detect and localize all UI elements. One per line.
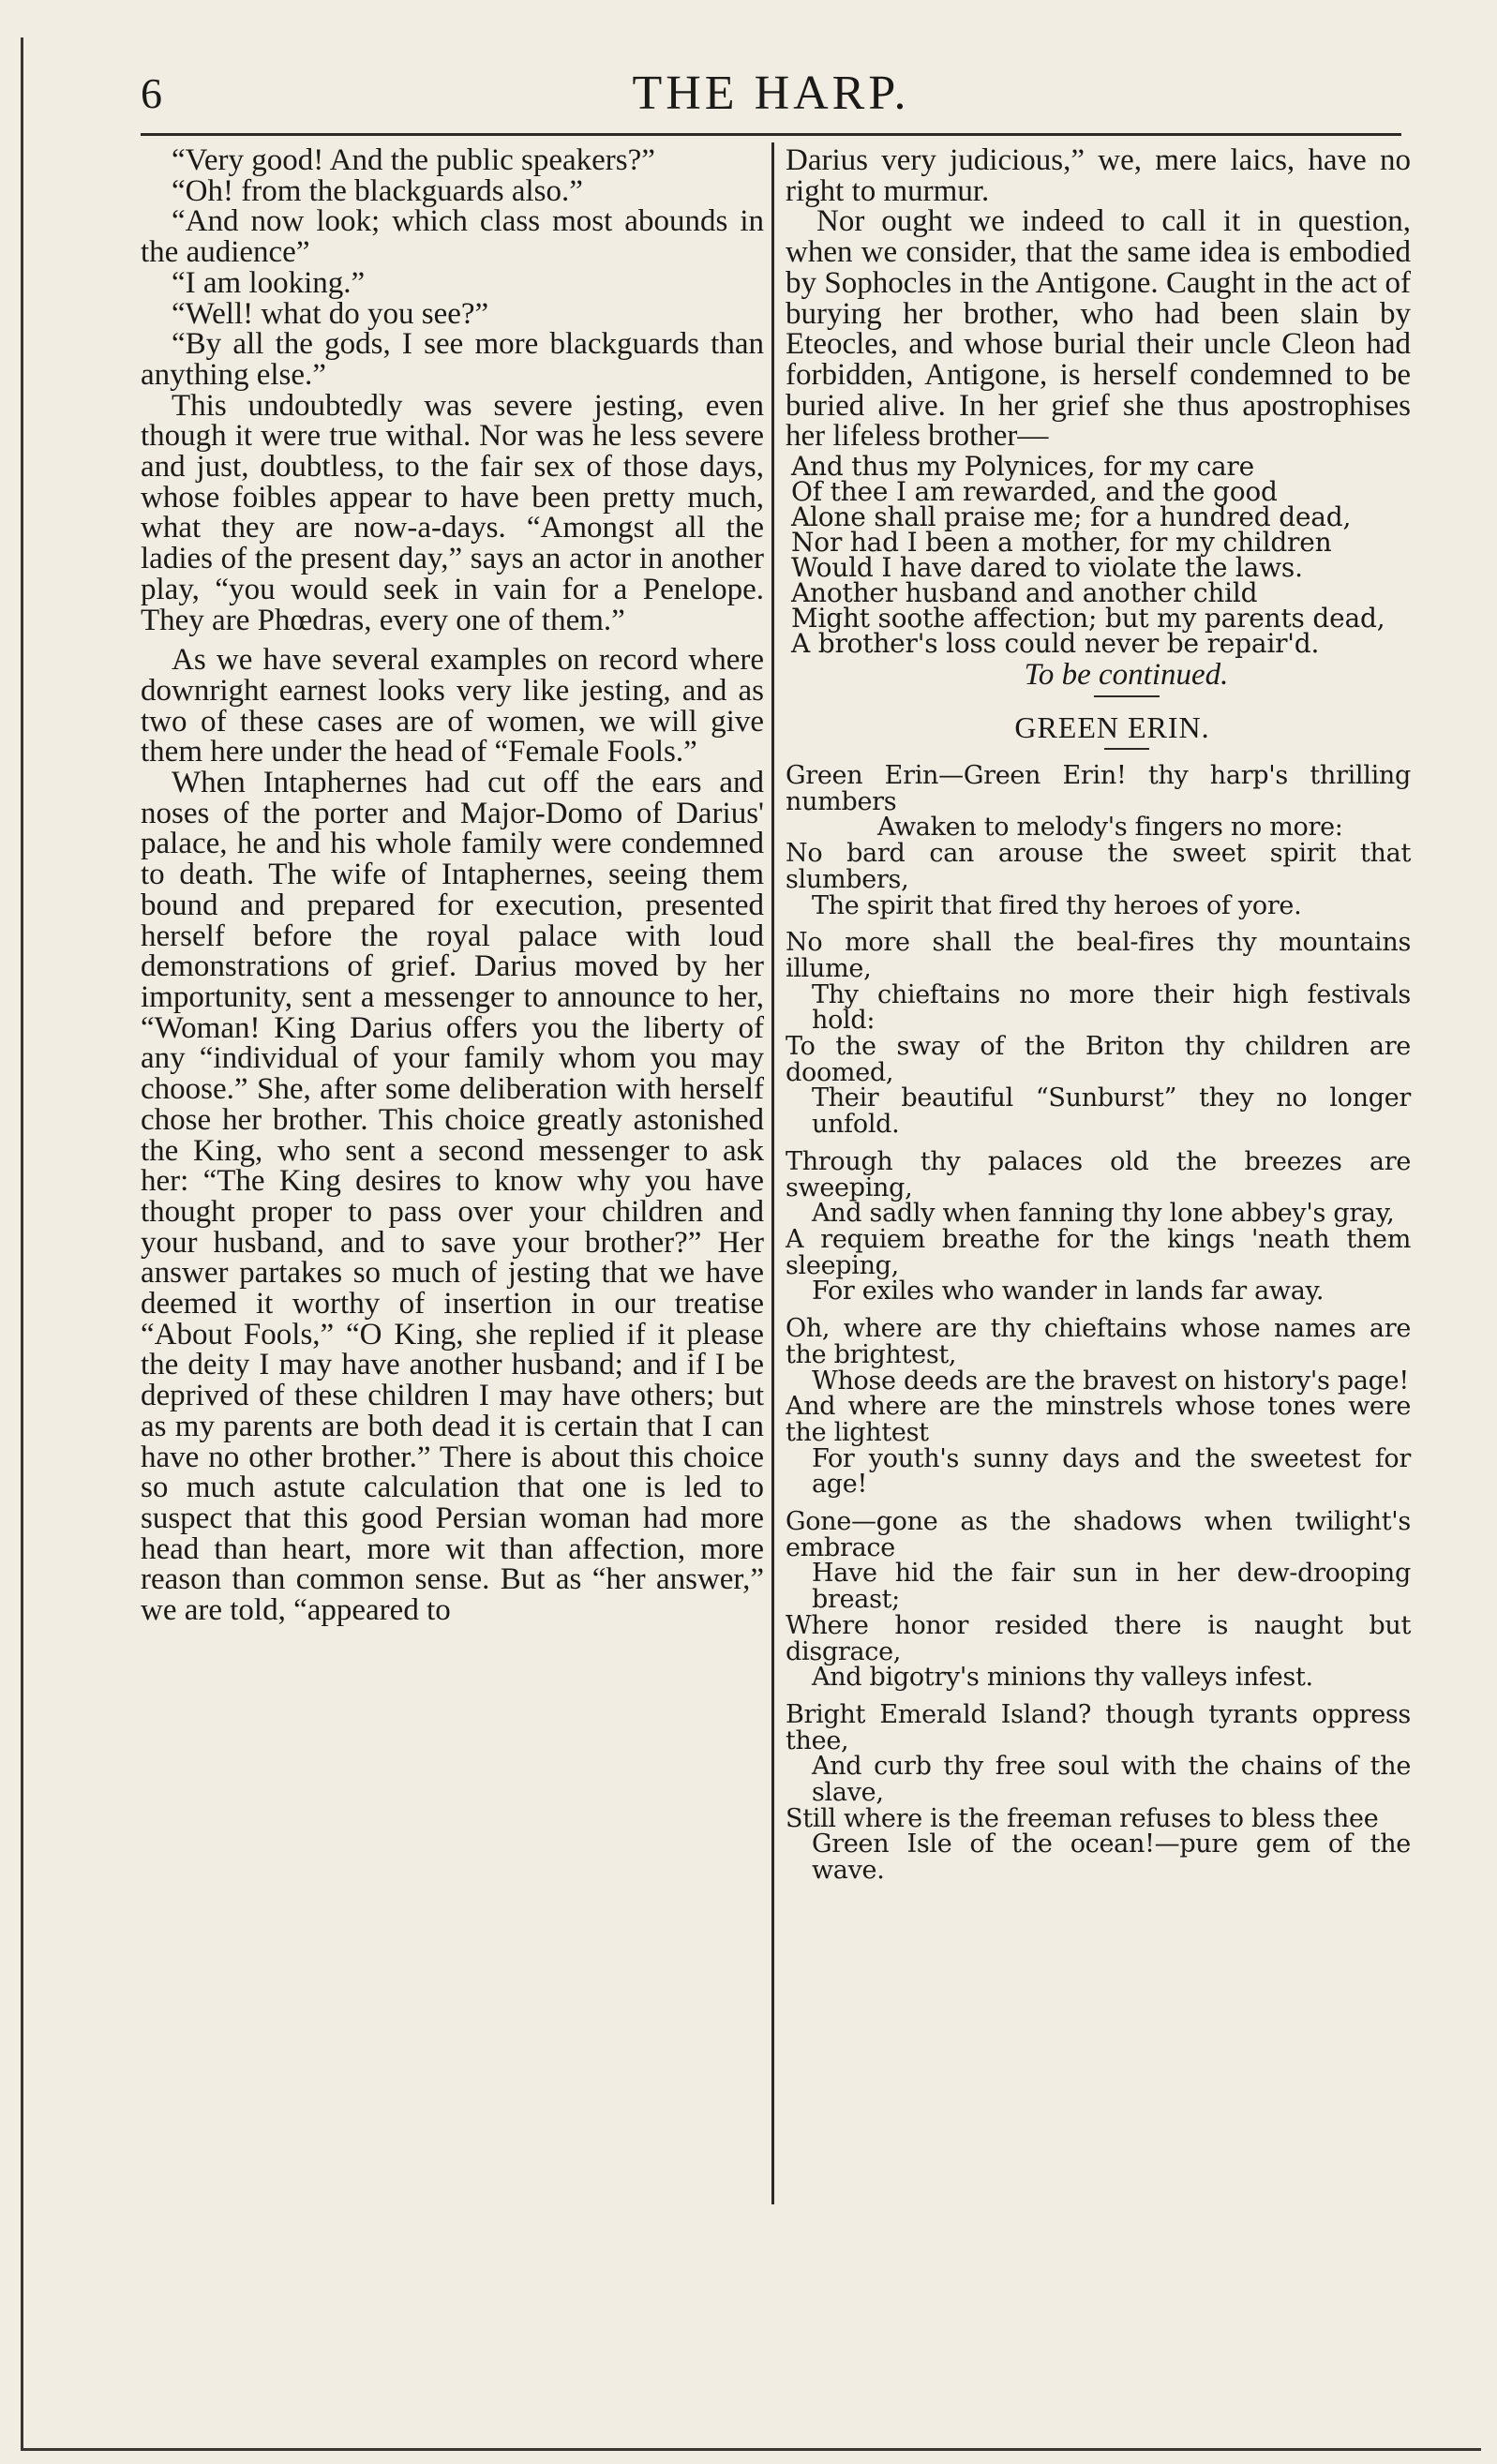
antigone-quotation — [791, 451, 1411, 660]
column-divider — [771, 142, 774, 2204]
quote-line: Alone shall praise me; for a hundred dead, — [791, 501, 1352, 533]
dialogue-line: “I am looking.” — [172, 265, 366, 300]
dialogue-line: “Very good! And the public speakers?” — [172, 143, 655, 177]
masthead-title: THE HARP. — [632, 67, 910, 120]
dialogue-line: “And now look; which class most abounds in the audience” — [141, 204, 764, 270]
section-rule — [1094, 695, 1160, 697]
poem-line: Green Erin—Green Erin! thy harp's thrilling numbers — [786, 761, 1411, 816]
poem-line: For exiles who wander in lands far away. — [812, 1277, 1325, 1307]
body-paragraph: Darius very judicious,” we, mere laics, have no right to murmur. — [786, 143, 1411, 208]
poem-line: Oh, where are thy chieftains whose names are the brightest, — [786, 1314, 1411, 1369]
poem-line: Green Isle of the ocean!—pure gem of the wave. — [812, 1829, 1411, 1886]
quote-line: A brother's loss could never be repair'd. — [791, 628, 1320, 660]
dialogue-line: “Oh! from the blackguards also.” — [172, 173, 583, 208]
poem-line: Still where is the freeman refuses to bless thee — [786, 1803, 1379, 1833]
poem-stanza — [786, 1146, 1411, 1307]
header-rule — [141, 133, 1401, 136]
dialogue-line: “Well! what do you see?” — [172, 296, 489, 331]
to-be-continued: To be continued. — [1024, 658, 1229, 693]
poem-line: Have hid the fair sun in her dew-drooping breast; — [812, 1559, 1411, 1615]
quote-line: Nor had I been a mother, for my children — [791, 527, 1332, 559]
right-column — [786, 145, 1411, 1895]
poem-title: GREEN ERIN. — [1014, 710, 1210, 745]
poem-line: Gone—gone as the shadows when twilight's embrace — [786, 1507, 1411, 1562]
quote-line: Another husband and another child — [791, 577, 1258, 609]
poem-line: No bard can arouse the sweet spirit that slumbers, — [786, 839, 1411, 894]
poem-line: A requiem breathe for the kings 'neath them sleeping, — [786, 1224, 1411, 1280]
poem-line: And curb thy free soul with the chains of the slave, — [812, 1752, 1411, 1808]
body-paragraph: This undoubtedly was severe jesting, even though it were true withal. Nor was he less severe and just, doubtless, to the fair sex of those days, whose foibles appear to have been pretty much, what they are now-a-days. “Amongst all the ladies of the present day,” says an actor in another play, “you would seek in vain for a Penelope. They are Phœdras, every one of them.” — [141, 388, 764, 637]
poem-line: Thy chieftains no more their high festivals hold: — [812, 979, 1411, 1036]
poem-line: Whose deeds are the bravest on history's page! — [812, 1366, 1409, 1396]
poem-line: Bright Emerald Island? though tyrants oppress thee, — [786, 1699, 1411, 1755]
poem-line: The spirit that fired thy heroes of yore. — [812, 890, 1302, 920]
left-column — [141, 145, 764, 1626]
poem-line: To the sway of the Briton thy children are doomed, — [786, 1032, 1411, 1087]
poem-stanza — [786, 1699, 1411, 1886]
dialogue-line: “By all the gods, I see more blackguards than anything else.” — [141, 327, 764, 392]
poem-line: And sadly when fanning thy lone abbey's gray, — [812, 1199, 1395, 1229]
poem-line: Their beautiful “Sunburst” they no longer unfold. — [812, 1083, 1411, 1140]
body-paragraph: When Intaphernes had cut off the ears and noses of the porter and Major-Domo of Darius' palace, he and his whole family were condemned to death. The wife of Intaphernes, seeing them bound and prepared for execution, presented herself before the royal palace with loud demonstrations of grief. Darius moved by her importunity, sent a messenger to announce to her, “Woman! King Darius offers you the liberty of any “individual of your family whom you may choose.” She, after some deliberation with herself chose her brother. This choice greatly astonished the King, who sent a second messenger to ask her: “The King desires to know why you have thought proper to pass over your children and your husband, and to save your brother?” Her answer partakes so much of jesting that we have deemed it worthy of insertion in our treatise “About Fools,” “O King, she replied if it please the deity I may have another husband; and if I be deprived of these children I may have others; but as my parents are both dead it is certain that I can have no other brother.” There is about this choice so much astute calculation that one is led to suspect that this good Persian woman had more head than heart, more wit than affection, more reason than common sense. But as “her answer,” we are told, “appeared to — [141, 766, 764, 1628]
poem-stanza — [786, 763, 1411, 918]
title-rule — [1104, 748, 1149, 750]
poem-line: Where honor resided there is naught but disgrace, — [786, 1610, 1411, 1666]
quote-line: And thus my Polynices, for my care — [791, 451, 1254, 483]
page-header — [141, 66, 1401, 131]
body-paragraph: Nor ought we indeed to call it in question, when we consider, that the same idea is embodied by Sophocles in the Antigone. Caught in the act of burying her brother, who had been slain by Eteocles, and whose burial their uncle Cleon had forbidden, Antigone, is herself condemned to be buried alive. In her grief she thus apostrophises her lifeless brother— — [786, 204, 1411, 454]
quote-line: Of thee I am rewarded, and the good — [791, 476, 1278, 508]
quote-line: Would I have dared to violate the laws. — [791, 552, 1303, 584]
poem-line: For youth's sunny days and the sweetest for age! — [812, 1443, 1411, 1500]
poem-green-erin — [786, 763, 1411, 1884]
poem-line: And bigotry's minions thy valleys infest. — [812, 1663, 1313, 1693]
body-paragraph: As we have several examples on record where downright earnest looks very like jesting, and as two of these cases are of women, we will give them here under the head of “Female Fools.” — [141, 643, 764, 769]
poem-line: No more shall the beal-fires thy mountains illume, — [786, 928, 1411, 983]
page-number: 6 — [141, 69, 162, 117]
poem-line: And where are the minstrels whose tones were the lightest — [786, 1392, 1411, 1447]
quote-line: Might soothe affection; but my parents dead, — [791, 603, 1385, 635]
poem-line: Through thy palaces old the breezes are sweeping, — [786, 1146, 1411, 1202]
poem-stanza — [786, 1509, 1411, 1691]
poem-stanza — [786, 1316, 1411, 1498]
poem-stanza — [786, 930, 1411, 1138]
poem-line: Awaken to melody's fingers no more: — [877, 813, 1343, 843]
